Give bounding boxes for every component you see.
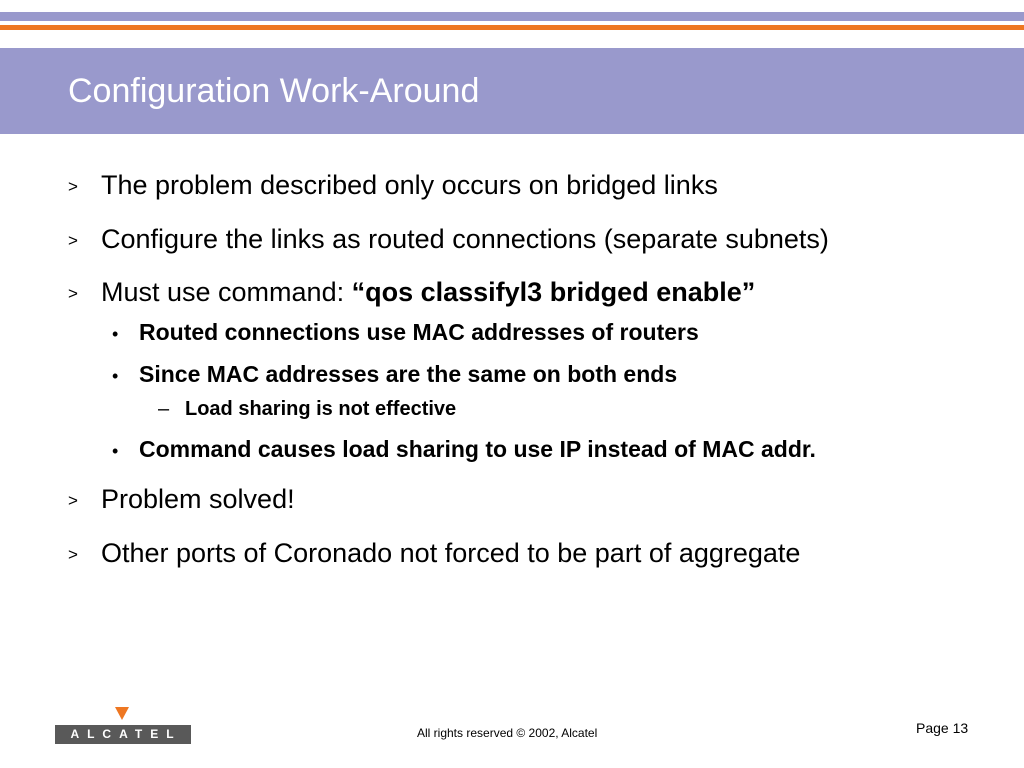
sub-sub-bullet-1	[158, 398, 456, 421]
command-text: “qos classifyl3 bridged enable”	[351, 277, 756, 307]
bullet-text: Command causes load sharing to use IP instead of MAC addr.	[139, 436, 816, 462]
bullet-marker: >	[68, 545, 78, 564]
bullet-text: Configure the links as routed connections (separate subnets)	[101, 224, 829, 254]
bullet-marker: –	[158, 398, 170, 420]
bullet-5	[68, 538, 800, 569]
slide-title: Configuration Work-Around	[68, 72, 480, 110]
logo-wordmark: ALCATEL	[55, 725, 191, 744]
bullet-marker: •	[112, 441, 119, 461]
bullet-text: Load sharing is not effective	[185, 398, 457, 420]
bullet-marker: >	[68, 284, 78, 303]
bullet-text: Other ports of Coronado not forced to be part of aggregate	[101, 538, 801, 568]
bullet-text: Since MAC addresses are the same on both ends	[139, 361, 678, 387]
alcatel-logo	[55, 707, 191, 744]
footer-copyright: All rights reserved © 2002, Alcatel	[417, 726, 598, 740]
logo-triangle-icon	[115, 707, 129, 720]
bullet-marker: >	[68, 231, 78, 250]
bullet-marker: >	[68, 177, 78, 196]
bullet-marker: •	[112, 366, 119, 386]
bullet-2	[68, 224, 829, 255]
bullet-marker: >	[68, 491, 78, 510]
top-lavender-stripe	[0, 12, 1024, 21]
sub-bullet-1	[112, 319, 699, 346]
top-orange-stripe	[0, 25, 1024, 30]
bullet-3	[68, 277, 755, 308]
bullet-text: The problem described only occurs on bridged links	[101, 170, 718, 200]
bullet-text: Problem solved!	[101, 484, 295, 514]
sub-bullet-2	[112, 361, 677, 388]
page-number: Page 13	[916, 720, 969, 736]
bullet-marker: •	[112, 324, 119, 344]
bullet-text: Routed connections use MAC addresses of routers	[139, 319, 699, 345]
sub-bullet-3	[112, 436, 816, 463]
bullet-text: Must use command:	[101, 277, 352, 307]
bullet-1	[68, 170, 718, 201]
bullet-4	[68, 484, 295, 515]
